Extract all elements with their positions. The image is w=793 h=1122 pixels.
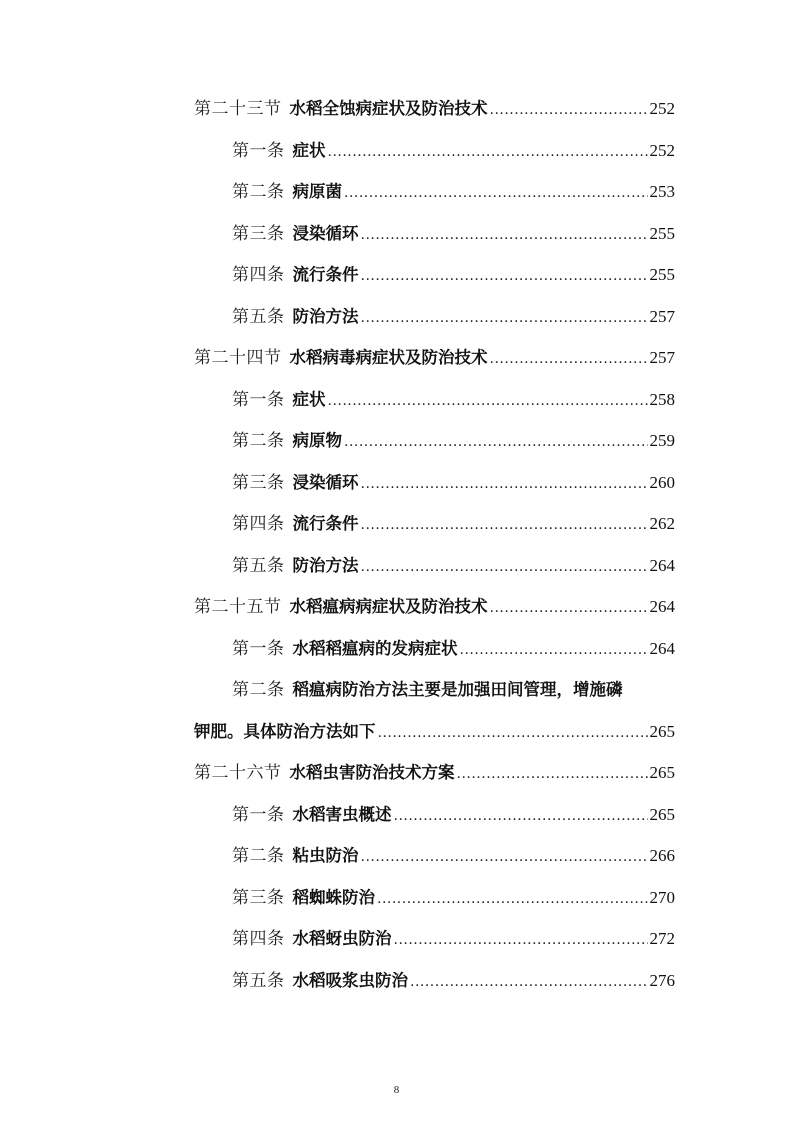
toc-leader-dots [344,173,648,215]
toc-entry-number: 第二条 [232,846,285,866]
toc-leader-dots [457,754,648,796]
toc-entry-line [194,88,675,132]
toc-entry-title: 症状 [292,140,326,160]
toc-entry-line [232,835,675,879]
toc-entry-number: 第五条 [232,970,285,991]
toc-entry-number: 第四条 [232,265,285,285]
toc-entry-item[interactable] [0,835,793,877]
toc-entry-title: 水稻全蚀病症状及防治技术 [289,99,488,118]
toc-entry-line [232,503,675,547]
toc-entry-page: 252 [649,140,675,160]
toc-entry-line [232,254,675,298]
toc-leader-dots [344,422,648,464]
toc-entry-page: 264 [649,597,675,616]
toc-entry-title: 防治方法 [292,555,359,575]
toc-entry-number: 第一条 [232,638,285,659]
toc-leader-dots [460,630,648,672]
toc-entry-section[interactable] [0,586,793,628]
toc-entry-number: 第二十五节 [194,597,282,617]
toc-entry-page: 265 [649,721,675,741]
toc-entry-item[interactable] [0,960,793,1002]
toc-entry-number: 第三条 [232,887,285,908]
toc-leader-dots [410,962,648,1004]
toc-entry-page: 255 [649,265,675,284]
toc-entry-number: 第一条 [232,389,285,410]
toc-leader-dots [490,90,648,132]
toc-entry-number: 第二十三节 [194,99,282,119]
toc-entry-title: 病原物 [292,431,342,450]
toc-leader-dots [490,588,648,630]
toc-entry-title: 粘虫防治 [292,846,359,865]
toc-entry-page: 270 [649,887,675,907]
toc-leader-dots [377,879,648,921]
page-number: 8 [393,1084,400,1096]
toc-entry-line [232,960,675,1004]
toc-entry-page: 258 [649,389,675,409]
toc-entry-title: 症状 [292,389,326,409]
toc-entry-page: 265 [649,763,675,782]
toc-entry-number: 第五条 [232,306,285,327]
toc-entry-title: 流行条件 [292,265,359,284]
toc-entry-section[interactable] [0,88,793,130]
toc-entry-title-line2: 钾肥。具体防治方法如下 [194,721,376,741]
toc-entry-item[interactable] [0,545,793,587]
toc-entry-number: 第二条 [232,431,285,451]
toc-entry-number: 第一条 [232,804,285,825]
toc-entry-page: 272 [649,929,675,948]
toc-leader-dots [361,464,648,506]
toc-entry-title: 病原菌 [292,182,342,201]
toc-entry-line [232,628,675,672]
toc-entry-page: 253 [649,182,675,201]
toc-entry-page: 252 [649,99,675,118]
toc-entry-wrapped-line-2[interactable] [0,711,793,753]
toc-entry-number: 第五条 [232,555,285,576]
toc-entry-number: 第四条 [232,929,285,949]
toc-entry-title: 浸染循环 [292,472,359,492]
toc-entry-number: 第四条 [232,514,285,534]
toc-entry-item[interactable] [0,213,793,255]
toc-entry-line [232,420,675,464]
toc-entry-item[interactable] [0,877,793,919]
toc-entry-item[interactable] [0,794,793,836]
table-of-contents [0,88,793,1001]
toc-entry-title: 水稻吸浆虫防治 [292,970,408,990]
toc-entry-line [232,462,675,506]
toc-entry-title: 水稻虫害防治技术方案 [289,763,455,782]
toc-entry-line [232,379,675,423]
toc-entry-title: 防治方法 [292,306,359,326]
toc-entry-line [194,752,675,796]
toc-entry-title: 稻蜘蛛防治 [292,887,375,907]
toc-entry-wrapped-second-line [194,711,675,755]
toc-leader-dots [361,298,648,340]
toc-list-part-1 [0,88,793,669]
toc-entry-number: 第三条 [232,472,285,493]
toc-entry-line [194,337,675,381]
toc-entry-item[interactable] [0,628,793,670]
toc-entry-item[interactable] [0,420,793,462]
toc-entry-item[interactable] [0,254,793,296]
toc-entry-title: 水稻稻瘟病的发病症状 [292,638,458,658]
toc-leader-dots [490,339,648,381]
toc-entry-number: 第一条 [232,140,285,161]
toc-entry-item[interactable] [0,918,793,960]
toc-entry-number: 第三条 [232,223,285,244]
toc-entry-line [232,794,675,838]
toc-entry-title: 浸染循环 [292,223,359,243]
toc-entry-number: 第二十四节 [194,348,282,368]
toc-entry-line [194,586,675,630]
toc-entry-page: 264 [649,638,675,658]
toc-leader-dots [328,132,648,174]
toc-entry-item[interactable] [0,296,793,338]
toc-entry-section[interactable] [0,752,793,794]
toc-entry-item[interactable] [0,130,793,172]
toc-entry-item[interactable] [0,379,793,421]
toc-entry-item[interactable] [0,171,793,213]
toc-entry-number: 第二十六节 [194,763,282,783]
toc-entry-line [232,918,675,962]
toc-entry-page: 266 [649,846,675,865]
toc-entry-title: 水稻病毒病症状及防治技术 [289,348,488,367]
toc-entry-wrapped-line-1[interactable] [0,669,793,711]
toc-leader-dots [361,256,648,298]
toc-entry-item[interactable] [0,462,793,504]
toc-entry-page: 257 [649,306,675,326]
toc-entry-page: 260 [649,472,675,492]
toc-entry-title: 流行条件 [292,514,359,533]
toc-entry-number: 第二条 [232,182,285,202]
toc-entry-line [232,171,675,215]
toc-entry-title: 水稻瘟病病症状及防治技术 [289,597,488,616]
toc-entry-page: 257 [649,348,675,367]
toc-entry-page: 255 [649,223,675,243]
toc-entry-line [232,130,675,174]
toc-leader-dots [328,381,648,423]
toc-entry-section[interactable] [0,337,793,379]
toc-entry-line [232,296,675,340]
toc-entry-title: 水稻蚜虫防治 [292,929,392,948]
toc-entry-page: 259 [649,431,675,450]
toc-leader-dots [361,547,648,589]
toc-entry-wrapped-first-line [232,669,675,712]
toc-entry-title-line1: 稻瘟病防治方法主要是加强田间管理，增施磷 [292,680,623,699]
toc-entry-page: 276 [649,970,675,990]
toc-leader-dots [394,796,648,838]
toc-list-part-2 [0,752,793,1001]
toc-entry-line [232,213,675,257]
toc-entry-number: 第二条 [232,680,285,700]
toc-entry-page: 262 [649,514,675,533]
toc-leader-dots [361,505,648,547]
toc-entry-item[interactable] [0,503,793,545]
toc-entry-line [232,877,675,921]
toc-leader-dots [361,837,648,879]
toc-leader-dots [378,713,648,755]
toc-entry-title: 水稻害虫概述 [292,804,392,824]
toc-leader-dots [394,920,648,962]
toc-entry-line [232,545,675,589]
toc-entry-page: 265 [649,804,675,824]
toc-leader-dots [361,215,648,257]
toc-entry-page: 264 [649,555,675,575]
